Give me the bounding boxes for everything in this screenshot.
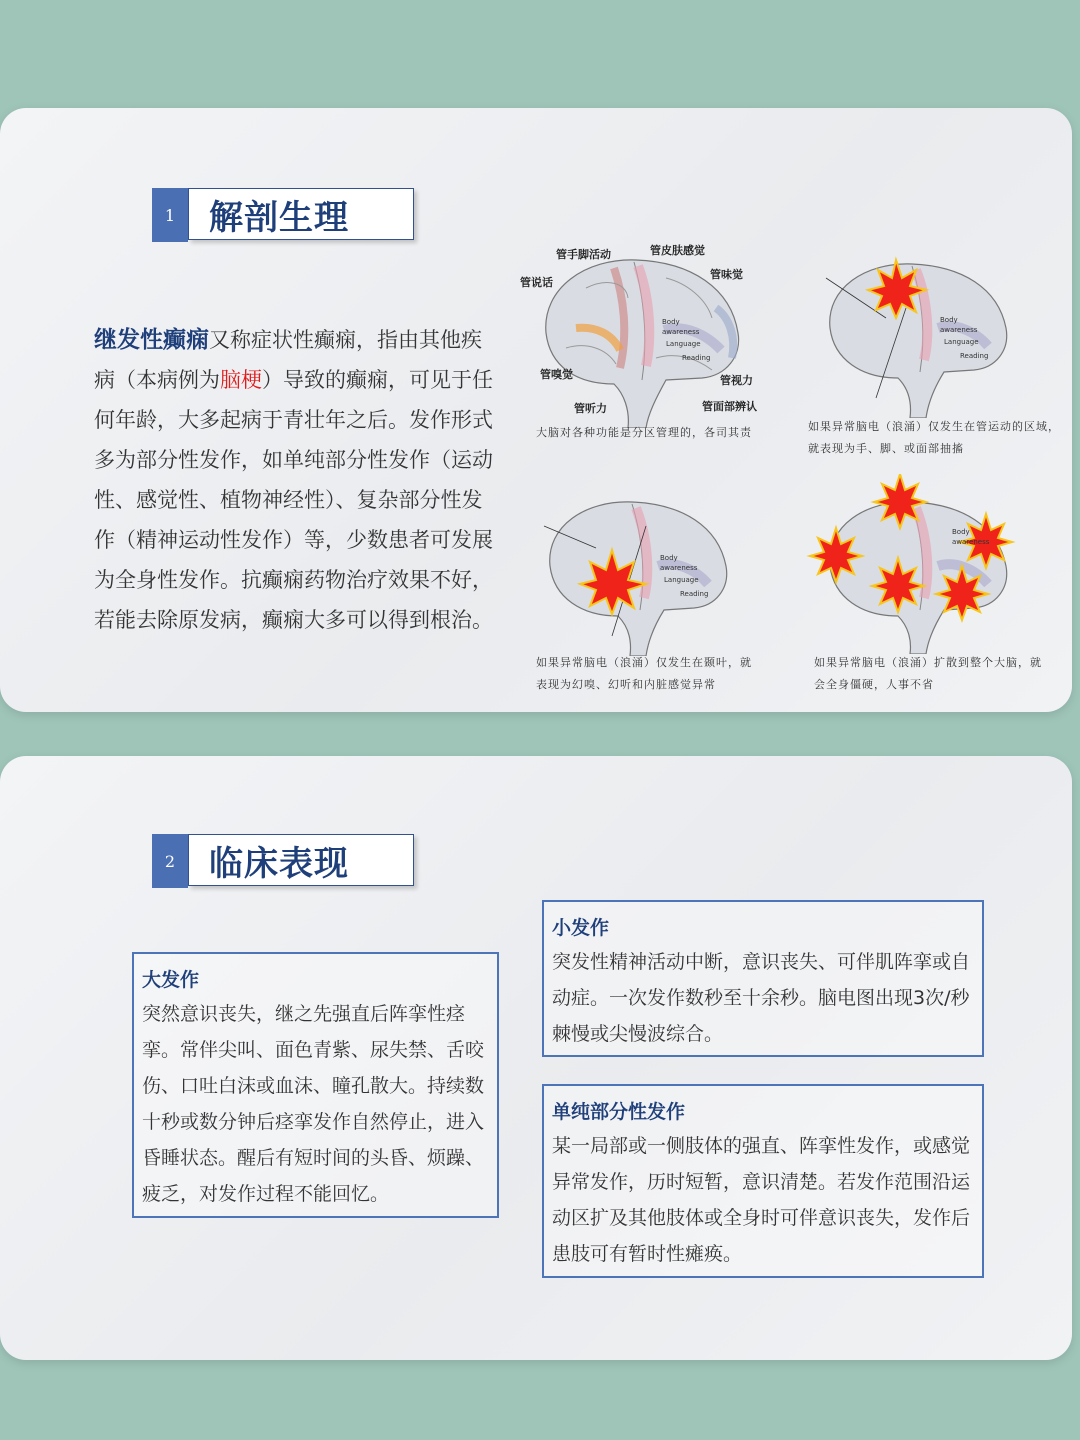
brain-inner-label: Reading — [680, 590, 709, 598]
figure-caption — [814, 652, 1042, 696]
petit-mal-box — [542, 900, 984, 1057]
brain-inner-label: awareness — [660, 564, 698, 572]
box-text: 突然意识丧失，继之先强直后阵挛性痉挛。常伴尖叫、面色青紫、尿失禁、舌咬伤、口吐白沫或血沫、瞳孔散大。持续数十秒或数分钟后痉挛发作自然停止，进入昏睡状态。醒后有短时间的头昏、烦躁、疲乏，对发作过程不能回忆。 — [142, 1003, 485, 1205]
caption-line: 表现为幻嗅、幻听和内脏感觉异常 — [536, 678, 716, 691]
anatomy-card — [0, 108, 1072, 712]
brain-inner-label: awareness — [952, 538, 990, 546]
paragraph-part2: ）导致的癫痫，可见于任何年龄，大多起病于青壮年之后。发作形式多为部分性发作，如单纯部分性发作（运动性、感觉性、植物神经性）、复杂部分性发作（精神运动性发作）等，少数患者可发展为全身性发作。抗癫痫药物治疗效果不好，若能去除原发病，癫痫大多可以得到根治。 — [94, 368, 493, 632]
section-number: 1 — [152, 188, 188, 242]
paragraph-part1: 又称症状性癫痫，指由其他疾病（本病例为 — [94, 328, 482, 392]
brain-label: 管说话 — [520, 276, 553, 289]
brain-inner-label: awareness — [940, 326, 978, 334]
box-title: 大发作 — [142, 969, 200, 991]
brain-figure-motor — [816, 248, 1036, 418]
brain-label: 管嗅觉 — [540, 368, 573, 381]
brain-figure-generalized — [806, 474, 1026, 654]
section-title: 临床表现 — [209, 843, 349, 884]
box-text: 突发性精神活动中断，意识丧失、可伴肌阵挛或自动症。一次发作数秒至十余秒。脑电图出现3次/秒棘慢或尖慢波综合。 — [552, 951, 971, 1045]
brain-inner-label: Reading — [682, 354, 711, 362]
caption-line: 就表现为手、脚、或面部抽搐 — [808, 442, 964, 455]
brain-inner-label: Body — [662, 318, 680, 326]
brain-illustration — [516, 238, 776, 428]
grand-mal-box — [132, 952, 499, 1218]
brain-label: 管皮肤感觉 — [650, 244, 705, 257]
section-title-box — [188, 834, 414, 886]
figure-caption — [808, 416, 1060, 460]
brain-inner-label: Body — [952, 528, 970, 536]
box-title: 小发作 — [552, 917, 610, 939]
section-title-box — [188, 188, 414, 240]
brain-label: 管面部辨认 — [702, 400, 757, 413]
brain-label: 管视力 — [720, 374, 753, 387]
box-title: 单纯部分性发作 — [552, 1101, 686, 1123]
brain-inner-label: Reading — [960, 352, 989, 360]
box-text: 某一局部或一侧肢体的强直、阵挛性发作，或感觉异常发作，历时短暂，意识清楚。若发作范围沿运动区扩及其他肢体或全身时可伴意识丧失，发作后患肢可有暂时性瘫痪。 — [552, 1135, 971, 1265]
caption-line: 大脑对各种功能是分区管理的，各司其责 — [536, 426, 752, 439]
brain-label: 管听力 — [574, 402, 607, 415]
caption-line: 会全身僵硬，人事不省 — [814, 678, 934, 691]
brain-figure-temporal — [536, 486, 756, 656]
clinical-card — [0, 756, 1072, 1360]
caption-line: 如果异常脑电（浪涌）仅发生在颞叶，就 — [536, 656, 752, 669]
brain-figure-functions — [516, 238, 776, 428]
brain-inner-label: Language — [664, 576, 699, 584]
highlight-term: 脑梗 — [220, 368, 262, 392]
caption-line: 如果异常脑电（浪涌）扩散到整个大脑，就 — [814, 656, 1042, 669]
figure-caption — [536, 652, 752, 696]
brain-inner-label: awareness — [662, 328, 700, 336]
brain-inner-label: Body — [660, 554, 678, 562]
brain-illustration — [536, 486, 756, 656]
brain-illustration — [816, 248, 1036, 418]
section-number: 2 — [152, 834, 188, 888]
caption-line: 如果异常脑电（浪涌）仅发生在管运动的区域， — [808, 420, 1060, 433]
brain-inner-label: Body — [940, 316, 958, 324]
brain-inner-label: Language — [666, 340, 701, 348]
brain-illustration — [806, 474, 1026, 654]
simple-partial-box — [542, 1084, 984, 1278]
brain-label: 管味觉 — [710, 268, 743, 281]
lead-term: 继发性癫痫 — [94, 327, 209, 353]
intro-paragraph — [94, 320, 502, 640]
figure-caption — [536, 422, 752, 444]
brain-label: 管手脚活动 — [556, 248, 611, 261]
section-title: 解剖生理 — [209, 197, 349, 238]
brain-inner-label: Language — [944, 338, 979, 346]
